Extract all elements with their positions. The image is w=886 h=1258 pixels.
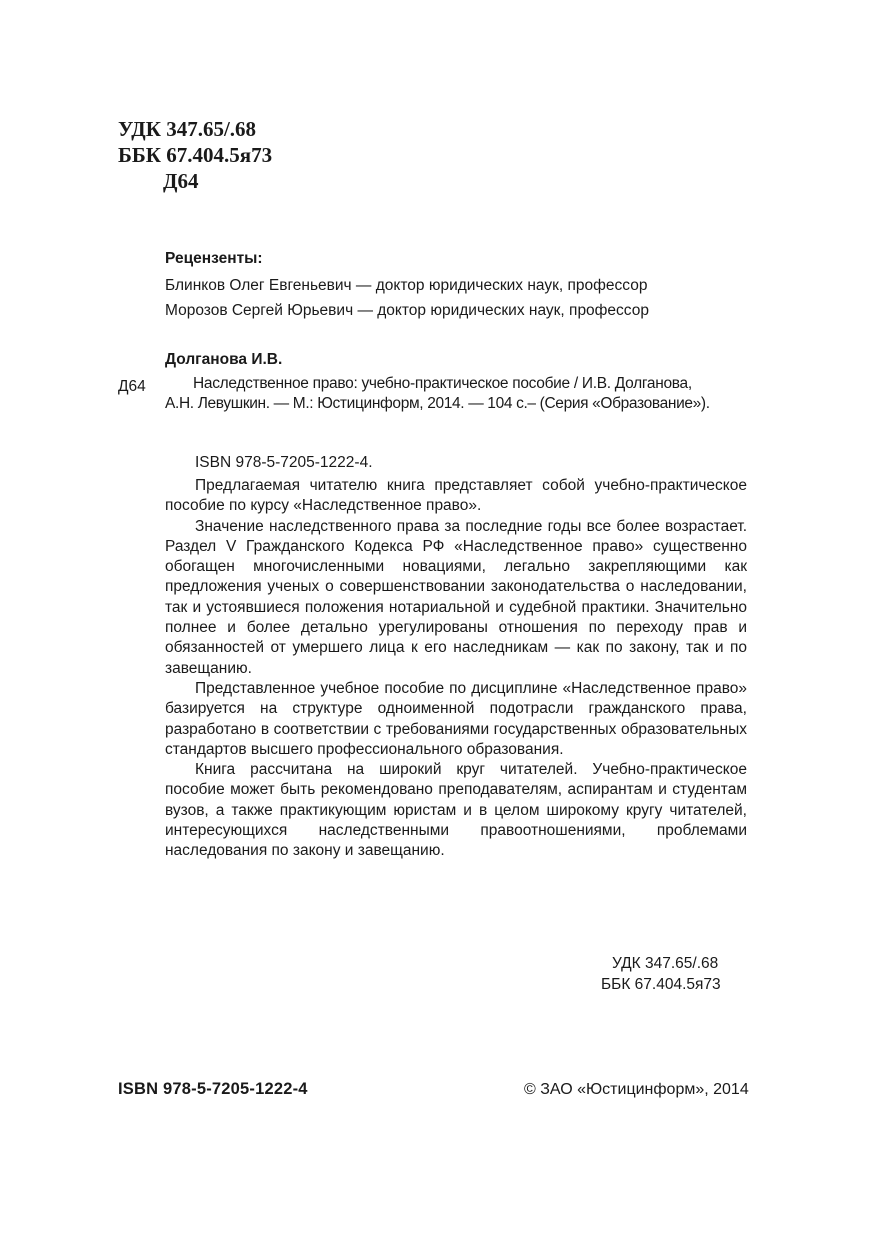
abstract-paragraph: Значение наследственного права за последние годы все более возрастает. Раздел V Гражданского Кодекса РФ «Наследственное право» существенно обогащен многочисленными новациями, легально закрепляющими как предложения ученых о совершенствовании законодательства о наследовании, так и устоявшиеся положения нотариальной и судебной практики. Значительно полнее и более детально урегулированы отношения по переходу прав и обязанностей от умершего лица к его наследникам — как по закону, так и по завещанию. [165,517,747,677]
abstract-paragraph: Представленное учебное пособие по дисциплине «Наследственное право» базируется на структуре одноименной подотрасли гражданского права, разработано в соответствии с требованиями государственных образовательных стандартов высшего профессионального образования. [165,679,747,758]
abstract-paragraph: Предлагаемая читателю книга представляет собой учебно-практическое пособие по курсу «Наследственное право». [165,477,747,515]
bib-line-2: А.Н. Левушкин. — М.: Юстицинформ, 2014. — 104 с.– (Серия «Образование»). [165,395,710,412]
reviewer-1: Блинков Олег Евгеньевич — доктор юридических наук, профессор [165,277,648,294]
right-udk-code: УДК 347.65/.68 [612,955,719,972]
bbk-code: ББК 67.404.5я73 [118,143,273,167]
author-mark: Д64 [163,169,199,193]
bib-isbn: ISBN 978-5-7205-1222-4. [195,454,373,471]
reviewers-heading: Рецензенты: [165,250,263,267]
copyright: © ЗАО «Юстицинформ», 2014 [524,1081,749,1098]
abstract [165,476,747,862]
bib-mark: Д64 [118,378,146,395]
reviewer-2: Морозов Сергей Юрьевич — доктор юридических наук, профессор [165,302,649,319]
right-bbk-code: ББК 67.404.5я73 [601,976,721,993]
udk-code: УДК 347.65/.68 [118,117,257,141]
footer-isbn: ISBN 978-5-7205-1222-4 [118,1080,308,1098]
bib-line-1: Наследственное право: учебно-практическое пособие / И.В. Долганова, [193,375,692,392]
abstract-paragraph: Книга рассчитана на широкий круг читателей. Учебно-практическое пособие может быть рекомендовано преподавателям, аспирантам и студентам вузов, а также практикующим юристам и в целом широкому кругу читателей, интересующихся наследственными правоотношениями, проблемами наследования по закону и завещанию. [165,761,747,860]
book-author: Долганова И.В. [165,351,283,368]
